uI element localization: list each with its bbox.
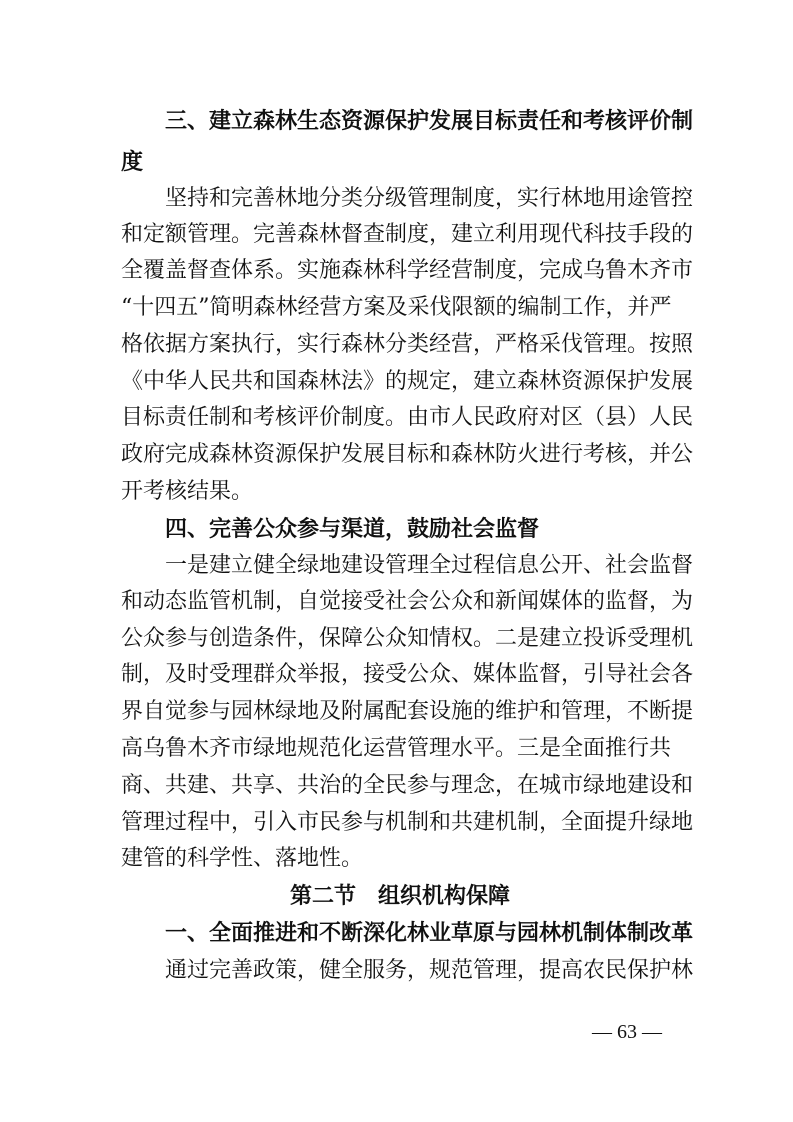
section4-line-8: 管理过程中，引入市民参与机制和共建机制，全面提升绿地 (121, 810, 694, 835)
section3-line-1: 坚持和完善林地分类分级管理制度，实行林地用途管控 (165, 186, 694, 211)
section4-line-3: 公众参与创造条件，保障公众知情权。二是建立投诉受理机 (121, 626, 694, 651)
subsection1-heading: 一、全面推进和不断深化林业草原与园林机制体制改革 (165, 921, 694, 946)
section4-line-5: 界自觉参与园林绿地及附属配套设施的维护和管理，不断提 (121, 699, 694, 724)
section4-line-7: 商、共建、共享、共治的全民参与理念，在城市绿地建设和 (121, 773, 694, 798)
section3-heading-line1: 三、建立森林生态资源保护发展目标责任和考核评价制 (165, 109, 694, 134)
subsection1-line-1: 通过完善政策，健全服务，规范管理，提高农民保护林 (165, 958, 694, 983)
section4-heading: 四、完善公众参与渠道，鼓励社会监督 (165, 517, 540, 542)
section3-line-2: 和定额管理。完善森林督查制度，建立利用现代科技手段的 (121, 222, 694, 247)
section4-line-6: 高乌鲁木齐市绿地规范化运营管理水平。三是全面推行共 (121, 736, 672, 761)
section4-line-4: 制，及时受理群众举报，接受公众、媒体监督，引导社会各 (121, 662, 694, 687)
section3-line-9: 开考核结果。 (121, 479, 254, 504)
section-title: 第二节 组织机构保障 (290, 883, 511, 909)
section4-line-9: 建管的科学性、落地性。 (121, 846, 364, 871)
section3-line-5: 格依据方案执行，实行森林分类经营，严格采伐管理。按照 (121, 332, 694, 357)
section4-line-1: 一是建立健全绿地建设管理全过程信息公开、社会监督 (165, 553, 694, 578)
page-number: — 63 — (592, 1021, 662, 1043)
section3-heading-line2: 度 (121, 150, 144, 175)
section4-line-2: 和动态监管机制，自觉接受社会公众和新闻媒体的监督，为 (121, 589, 694, 614)
section3-line-8: 政府完成森林资源保护发展目标和森林防火进行考核，并公 (121, 442, 694, 467)
section3-line-4: “十四五”简明森林经营方案及采伐限额的编制工作，并严 (121, 295, 672, 320)
section3-line-3: 全覆盖督查体系。实施森林科学经营制度，完成乌鲁木齐市 (121, 258, 694, 283)
section3-line-6: 《中华人民共和国森林法》的规定，建立森林资源保护发展 (121, 369, 694, 394)
section3-line-7: 目标责任制和考核评价制度。由市人民政府对区（县）人民 (121, 405, 694, 430)
